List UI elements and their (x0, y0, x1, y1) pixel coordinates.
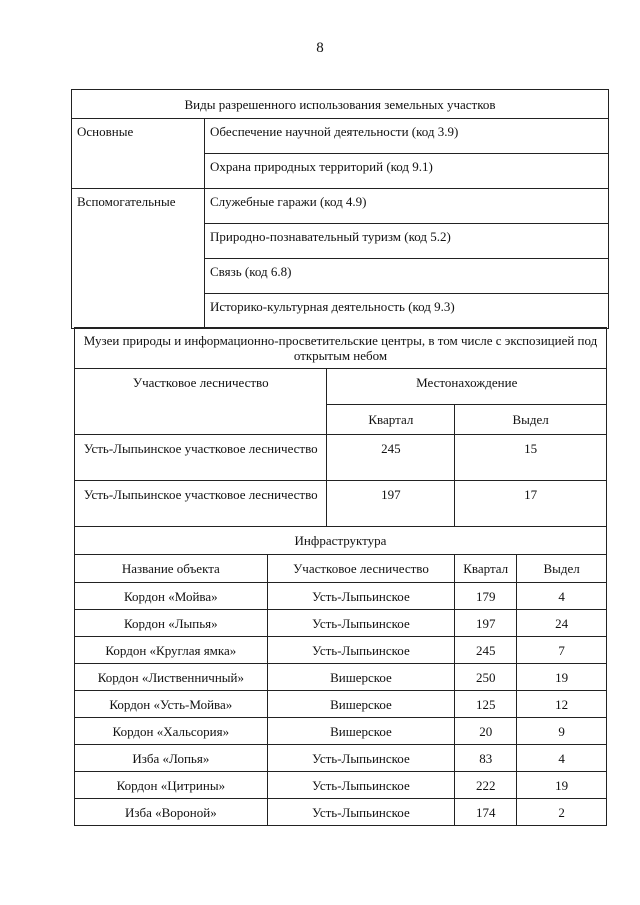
col-section: Выдел (455, 405, 607, 435)
infra-quarter: 174 (455, 799, 517, 826)
table-row (75, 610, 607, 637)
infra-name: Кордон «Хальсория» (75, 718, 268, 745)
forestry-cell: Усть-Лыпьинское участковое лесничество (75, 481, 327, 527)
table-row (75, 772, 607, 799)
table-row (75, 583, 607, 610)
land-use-item: Обеспечение научной деятельности (код 3.9) (205, 119, 609, 154)
infra-col-section: Выдел (517, 555, 607, 583)
table-row (75, 481, 607, 527)
museums-header-row (75, 369, 607, 405)
land-use-item: Природно-познавательный туризм (код 5.2) (205, 224, 609, 259)
quarter-cell: 245 (327, 435, 455, 481)
infra-quarter: 125 (455, 691, 517, 718)
infra-section: 2 (517, 799, 607, 826)
table-row (75, 637, 607, 664)
infra-header-row (75, 555, 607, 583)
quarter-cell: 197 (327, 481, 455, 527)
infra-col-forestry: Участковое лесничество (267, 555, 455, 583)
infra-section: 9 (517, 718, 607, 745)
table-row (75, 745, 607, 772)
infra-name: Кордон «Круглая ямка» (75, 637, 268, 664)
land-use-item: Связь (код 6.8) (205, 259, 609, 294)
infra-forestry: Усть-Лыпьинское (267, 772, 455, 799)
infra-forestry: Усть-Лыпьинское (267, 637, 455, 664)
infra-section: 4 (517, 583, 607, 610)
table-row (75, 799, 607, 826)
infra-quarter: 83 (455, 745, 517, 772)
infra-forestry: Усть-Лыпьинское (267, 610, 455, 637)
infra-name: Кордон «Лиственничный» (75, 664, 268, 691)
infra-section: 19 (517, 772, 607, 799)
infra-section: 12 (517, 691, 607, 718)
infra-name: Кордон «Усть-Мойва» (75, 691, 268, 718)
section-cell: 15 (455, 435, 607, 481)
table-row (72, 119, 609, 154)
infra-quarter: 197 (455, 610, 517, 637)
infra-col-name: Название объекта (75, 555, 268, 583)
infra-name: Изба «Вороной» (75, 799, 268, 826)
museums-title: Музеи природы и информационно-просветительские центры, в том числе с экспозицией под открытым небом (75, 328, 607, 369)
land-use-item: Охрана природных территорий (код 9.1) (205, 154, 609, 189)
col-location: Местонахождение (327, 369, 607, 405)
infra-quarter: 20 (455, 718, 517, 745)
infra-forestry: Вишерское (267, 718, 455, 745)
land-use-table (71, 89, 609, 329)
infra-name: Кордон «Цитрины» (75, 772, 268, 799)
page-number: 8 (316, 40, 324, 56)
land-use-header-row (72, 90, 609, 119)
section-cell: 17 (455, 481, 607, 527)
infra-quarter: 179 (455, 583, 517, 610)
infra-section: 7 (517, 637, 607, 664)
land-use-item: Служебные гаражи (код 4.9) (205, 189, 609, 224)
col-quarter: Квартал (327, 405, 455, 435)
category-cell: Вспомогательные (72, 189, 205, 329)
infra-forestry: Усть-Лыпьинское (267, 799, 455, 826)
table-row (75, 718, 607, 745)
land-use-header: Виды разрешенного использования земельных участков (72, 90, 609, 119)
infra-forestry: Вишерское (267, 691, 455, 718)
infra-quarter: 250 (455, 664, 517, 691)
infra-section: 4 (517, 745, 607, 772)
infra-forestry: Усть-Лыпьинское (267, 583, 455, 610)
infrastructure-row (75, 527, 607, 555)
table-row (75, 691, 607, 718)
infra-section: 24 (517, 610, 607, 637)
infra-name: Кордон «Мойва» (75, 583, 268, 610)
category-cell: Основные (72, 119, 205, 189)
infra-name: Изба «Лопья» (75, 745, 268, 772)
land-use-item: Историко-культурная деятельность (код 9.3) (205, 294, 609, 329)
museums-table (74, 327, 607, 826)
table-row (72, 189, 609, 224)
table-row (75, 435, 607, 481)
infra-forestry: Вишерское (267, 664, 455, 691)
table-row (75, 664, 607, 691)
infra-section: 19 (517, 664, 607, 691)
museums-title-row (75, 328, 607, 369)
forestry-cell: Усть-Лыпьинское участковое лесничество (75, 435, 327, 481)
infra-quarter: 222 (455, 772, 517, 799)
infrastructure-label: Инфраструктура (75, 527, 607, 555)
infra-name: Кордон «Лыпья» (75, 610, 268, 637)
col-forestry: Участковое лесничество (75, 369, 327, 435)
infra-quarter: 245 (455, 637, 517, 664)
infra-col-quarter: Квартал (455, 555, 517, 583)
infra-forestry: Усть-Лыпьинское (267, 745, 455, 772)
